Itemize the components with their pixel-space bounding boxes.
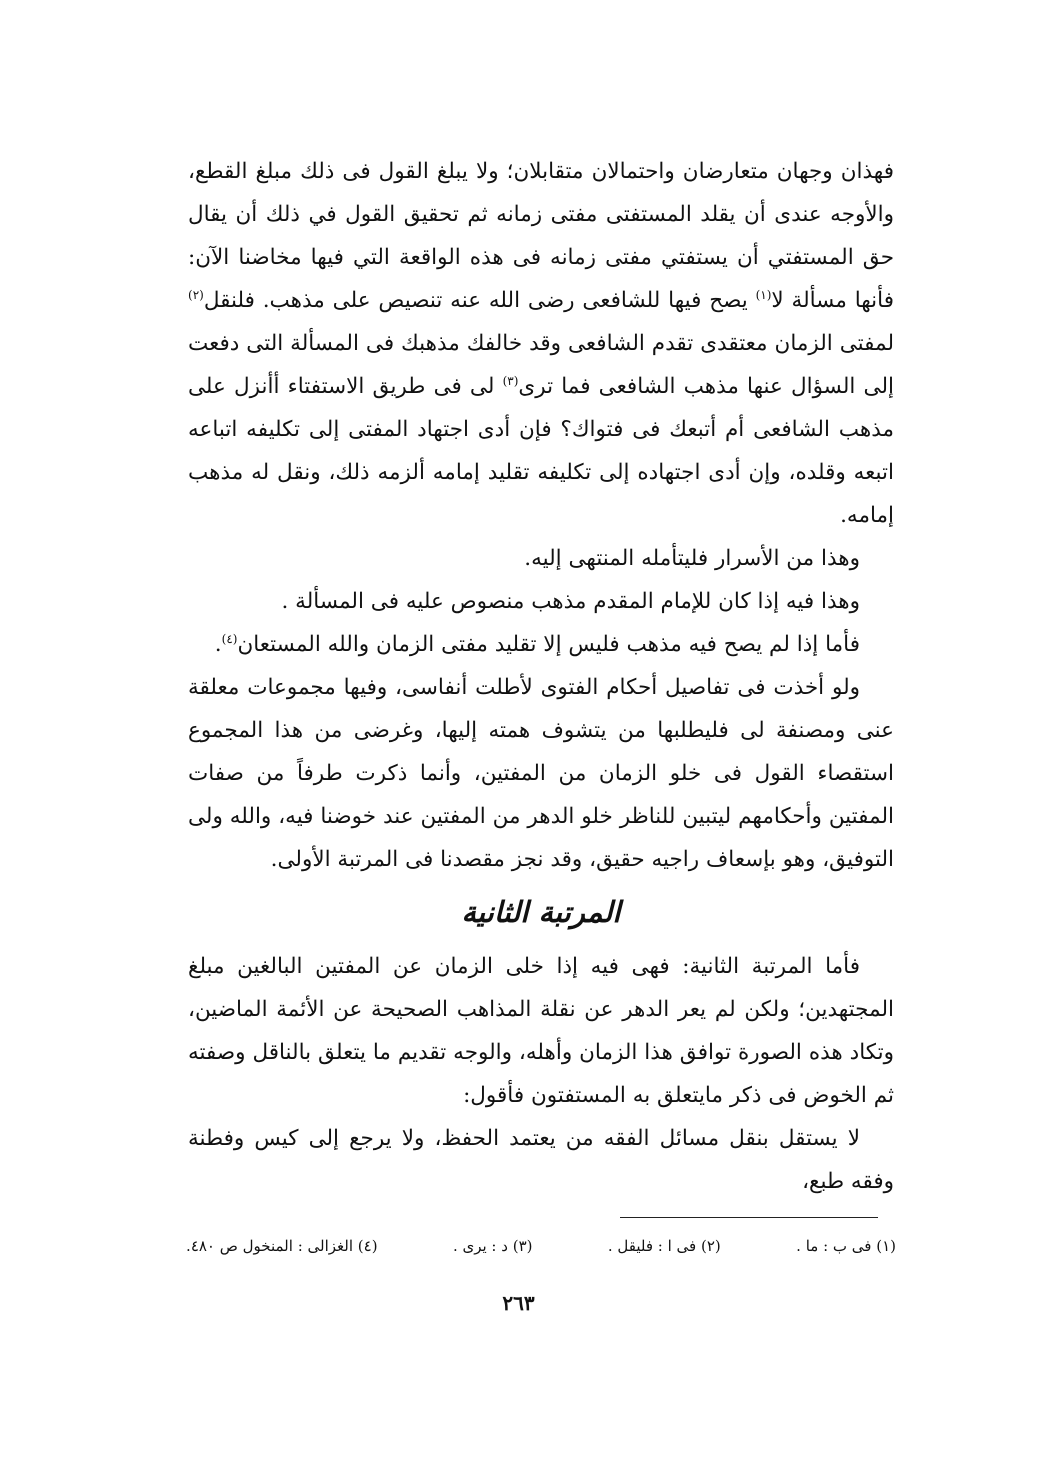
paragraph-text: لا يستقل بنقل مسائل الفقه من يعتمد الحفظ، ولا يرجع إلى كيس وفطنة وفقه طبع، [188, 1126, 894, 1194]
footnote-marker: (٣) [502, 373, 519, 388]
paragraph-text: فهذان وجهان متعارضان واحتمالان متقابلان؛ ولا يبلغ القول فى ذلك مبلغ القطع، والأوجه عندى أن يقلد المستفتى مفتى زمانه ثم تحقيق القول في ذلك أن يقال حق المستفتي أن يستفتي مفتى زمانه فى هذه الواقعة التي فيها مخاضنا الآن: فأنها مسألة لا [188, 159, 894, 313]
paragraph-text: يصح فيها للشافعى رضى الله عنه تنصيص على مذهب. فلنقل [203, 288, 756, 313]
paragraph [188, 623, 894, 666]
section-title: المرتبة الثانية [461, 895, 621, 929]
footnote-divider [620, 1217, 878, 1218]
paragraph-text: فأما إذا لم يصح فيه مذهب فليس إلا تقليد مفتى الزمان والله المستعان [237, 632, 860, 657]
page-number: ٢٦٣ [502, 1291, 535, 1315]
paragraph-text: لى فى طريق الاستفتاء أأنزل على مذهب الشافعى أم أتبعك فى فتواك؟ فإن أدى اجتهاد المفتى إلى تكليفه اتباعه اتبعه وقلده، وإن أدى اجتهاده إلى تكليفه تقليد إمامه ألزمه ذلك، ونقل له مذهب إمامه. [188, 374, 894, 528]
paragraph [188, 945, 894, 1117]
paragraph-text: وهذا فيه إذا كان للإمام المقدم مذهب منصوص عليه فى المسألة . [281, 589, 860, 614]
paragraph [188, 1117, 894, 1203]
footnote-4: (٤) الغزالى : المنخول ص ٤٨٠. [186, 1237, 378, 1255]
main-text-lower [188, 945, 894, 1203]
paragraph [188, 150, 894, 537]
paragraph-text: . [214, 632, 222, 657]
paragraph [188, 537, 894, 580]
paragraph-text: وهذا من الأسرار فليتأمله المنتهى إليه. [524, 546, 860, 571]
footnotes [186, 1233, 896, 1259]
paragraph [188, 580, 894, 623]
paragraph-text: لمفتى الزمان معتقدى تقدم الشافعى وقد خالفك مذهبك فى المسألة التى دفعت إلى السؤال عنها مذهب الشافعى فما ترى [188, 331, 894, 399]
footnote-3: (٣) د : يرى . [452, 1237, 533, 1255]
footnote-marker: (٢) [188, 287, 204, 302]
paragraph [188, 666, 894, 881]
main-text-upper [188, 150, 894, 881]
footnote-marker: (٤) [221, 631, 238, 646]
footnote-marker: (١) [755, 287, 772, 302]
paragraph-text: ولو أخذت فى تفاصيل أحكام الفتوى لأطلت أنفاسى، وفيها مجموعات معلقة عنى ومصنفة لى فليطلبها من يتشوف همته إليها، وغرضى من هذا المجموع استقصاء القول فى خلو الزمان من المفتين، وأنما ذكرت طرفاً من صفات المفتين وأحكامهم ليتبين للناظر خلو الدهر من المفتين عند خوضنا فيه، والله ولى التوفيق، وهو بإسعاف راجيه حقيق، وقد نجز مقصدنا فى المرتبة الأولى. [188, 675, 894, 872]
footnote-2: (٢) فى ا : فليقل . [607, 1237, 721, 1255]
paragraph-text: فأما المرتبة الثانية: فهى فيه إذا خلى الزمان عن المفتين البالغين مبلغ المجتهدين؛ ولكن لم يعر الدهر عن نقلة المذاهب الصحيحة عن الأئمة الماضين، وتكاد هذه الصورة توافق هذا الزمان وأهله، والوجه تقديم ما يتعلق بالناقل وصفته ثم الخوض فى ذكر مايتعلق به المستفتون فأقول: [188, 954, 894, 1108]
footnote-1: (١) فى ب : ما . [796, 1237, 896, 1255]
